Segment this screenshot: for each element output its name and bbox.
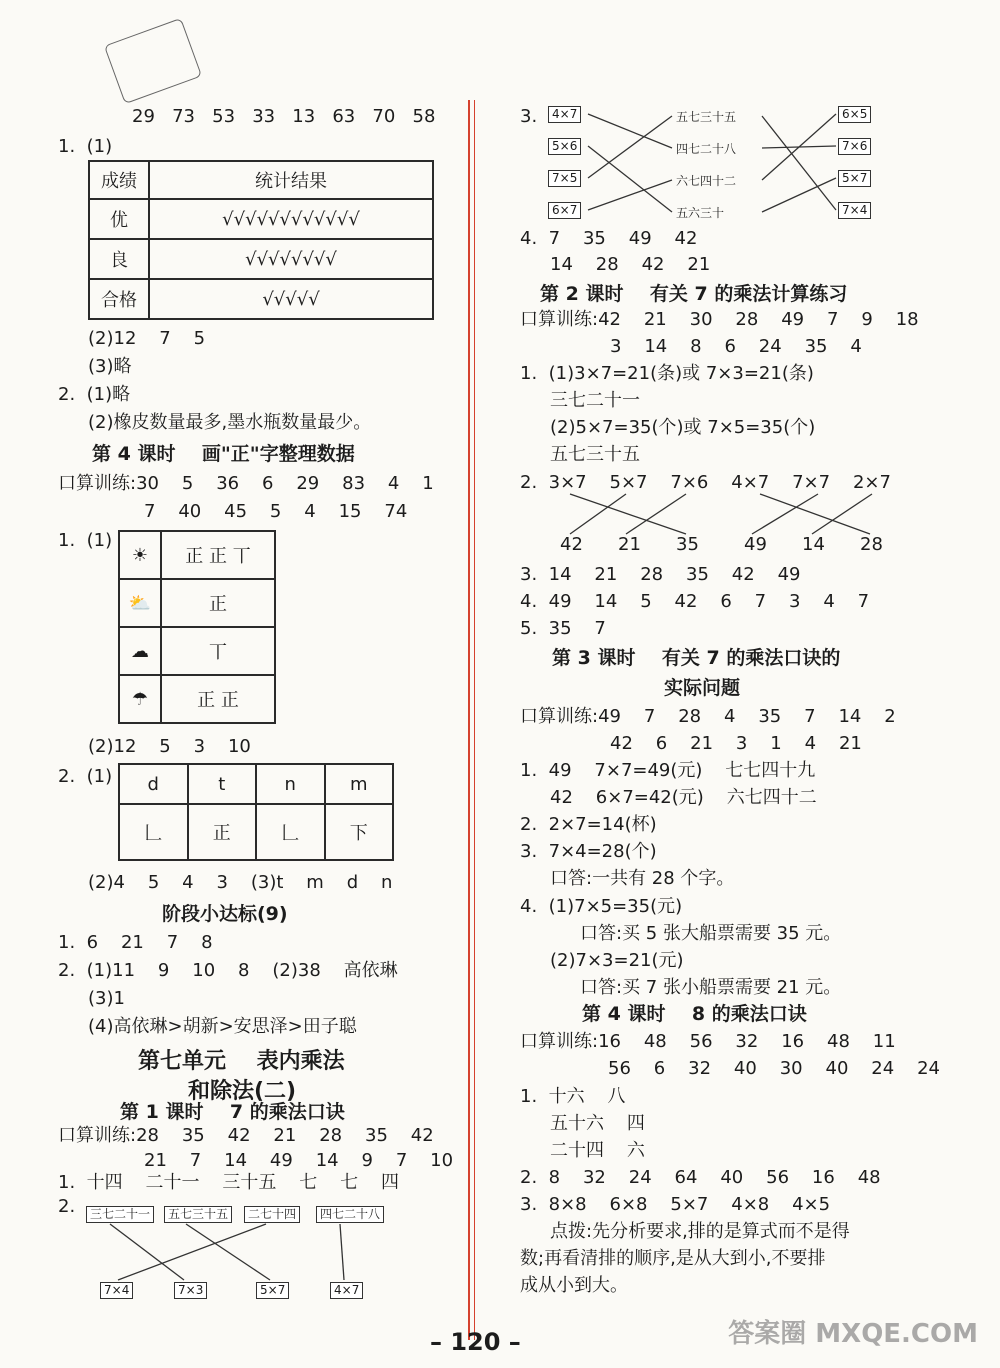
q2-label: 2. (1) — [58, 766, 113, 787]
table-cell: 𠃊 — [256, 804, 325, 860]
answer-line: 二十四 六 — [550, 1140, 645, 1161]
table-cell: m — [325, 764, 394, 804]
match-mid-label: 五六三十 — [676, 206, 725, 220]
table-cell: 下 — [325, 804, 394, 860]
answer-line: 14 28 42 21 — [550, 254, 711, 275]
partly-cloudy-icon: ⛅ — [119, 579, 161, 627]
match-line — [588, 116, 672, 178]
tip-line: 成从小到大。 — [520, 1275, 628, 1296]
match-line — [340, 1224, 344, 1280]
drill-line: 56 6 32 40 30 40 24 24 — [608, 1058, 940, 1079]
drill-line: 42 6 21 3 1 4 21 — [610, 733, 862, 754]
drill-line: 口算训练:42 21 30 28 49 7 9 18 — [520, 309, 919, 330]
q1-label: 1. (1) — [58, 136, 113, 157]
answer-line: (2)7×3=21(元) — [550, 950, 684, 971]
answer-line: 三七二十一 — [550, 390, 640, 411]
answer-line: 五十六 四 — [550, 1113, 645, 1134]
table-cell: 优 — [89, 199, 149, 239]
table-cell: 丅 — [161, 627, 275, 675]
answer-line: 3. 7×4=28(个) — [520, 841, 657, 862]
answer-line: 3. 14 21 28 35 42 49 — [520, 564, 801, 585]
tip-line: 数;再看清排的顺序,是从大到小,不要排 — [520, 1248, 826, 1269]
answer-card: 5×7 — [256, 1282, 289, 1299]
match-right-card: 7×4 — [838, 202, 871, 219]
page-number: – 120 – — [430, 1328, 521, 1356]
tip-line: 点拨:先分析要求,排的是算式而不是得 — [550, 1221, 850, 1242]
section-heading: 阶段小达标(9) — [162, 903, 288, 925]
drill-line: 口算训练:16 48 56 32 16 48 11 — [520, 1031, 896, 1052]
answer-line: (2)12 7 5 — [88, 328, 206, 349]
pigeon-card: 二七十四 — [244, 1206, 300, 1223]
answer-line: 2. (1)11 9 10 8 (2)38 高依琳 — [58, 960, 398, 981]
answer-line: 5. 35 7 — [520, 618, 606, 639]
match-line — [118, 1224, 266, 1280]
match-number: 42 — [560, 534, 583, 555]
answer-line: (3)略 — [88, 356, 132, 377]
table-cell: d — [119, 764, 188, 804]
drill-line: 3 14 8 6 24 35 4 — [610, 336, 862, 357]
answer-line: 1. (1)3×7=21(条)或 7×3=21(条) — [520, 363, 814, 384]
drill-line: 21 7 14 49 14 9 7 10 — [144, 1150, 454, 1171]
match-line — [570, 494, 626, 534]
q3-label: 3. — [520, 106, 538, 127]
match-line — [752, 494, 818, 534]
table-header: 统计结果 — [149, 161, 433, 199]
answer-line: 2. 2×7=14(杯) — [520, 814, 657, 835]
match-right-card: 7×6 — [838, 138, 871, 155]
drill-line: 7 40 45 5 4 15 74 — [144, 501, 408, 522]
table-cell: √√√√√√√√ — [149, 239, 433, 279]
drill-line: 口算训练:30 5 36 6 29 83 4 1 — [58, 473, 434, 494]
match-number: 49 — [744, 534, 767, 555]
match-line — [588, 180, 672, 210]
match-line — [762, 114, 836, 180]
answer-line: 1. 十四 二十一 三十五 七 七 四 — [58, 1172, 400, 1193]
answer-line: 3. 8×8 6×8 5×7 4×8 4×5 — [520, 1194, 831, 1215]
answer-card: 7×3 — [174, 1282, 207, 1299]
table-cell: √√√√√√√√√√√√ — [149, 199, 433, 239]
match-number: 35 — [676, 534, 699, 555]
match-left-card: 5×6 — [548, 138, 581, 155]
answer-line: 口答:买 5 张大船票需要 35 元。 — [580, 923, 842, 944]
match-line — [588, 146, 672, 212]
answer-line: (2)橡皮数量最多,墨水瓶数量最少。 — [88, 412, 372, 433]
match-line — [110, 1224, 184, 1280]
table-cell: n — [256, 764, 325, 804]
answer-card: 4×7 — [330, 1282, 363, 1299]
answer-line: (3)1 — [88, 988, 125, 1009]
lesson-heading: 第 4 课时 画"正"字整理数据 — [92, 443, 355, 465]
answer-line: 4. 49 14 5 42 6 7 3 4 7 — [520, 591, 870, 612]
answer-line: (2)12 5 3 10 — [88, 736, 251, 757]
pigeon-card: 四七二十八 — [316, 1206, 384, 1223]
table-cell: 合格 — [89, 279, 149, 319]
answer-card: 7×4 — [100, 1282, 133, 1299]
match-mid-label: 四七二十八 — [676, 142, 737, 156]
match-line — [762, 116, 836, 210]
match-line — [760, 494, 870, 534]
table-cell: 正 正 — [161, 675, 275, 723]
top-numbers: 29 73 53 33 13 63 70 58 — [132, 106, 436, 127]
cloud-icon: ☁ — [119, 627, 161, 675]
match-line — [626, 494, 686, 534]
table-header: 成绩 — [89, 161, 149, 199]
pigeon-card: 五七三十五 — [164, 1206, 232, 1223]
table-cell: √√√√√ — [149, 279, 433, 319]
answer-line: 口答:一共有 28 个字。 — [550, 868, 735, 889]
pigeon-card: 三七二十一 — [86, 1206, 154, 1223]
match-line — [812, 494, 872, 534]
match-right-card: 6×5 — [838, 106, 871, 123]
unit-title: 和除法(二) — [188, 1079, 297, 1104]
match-left-card: 4×7 — [548, 106, 581, 123]
drill-line: 口算训练:49 7 28 4 35 7 14 2 — [520, 706, 896, 727]
answer-line: 4. 7 35 49 42 — [520, 228, 698, 249]
match-number: 28 — [860, 534, 883, 555]
answer-line: 2. — [58, 1196, 76, 1217]
sun-icon: ☀ — [119, 531, 161, 579]
answer-line: 口答:买 7 张小船票需要 21 元。 — [580, 977, 842, 998]
match-line — [570, 494, 686, 534]
answer-line: 1. 十六 八 — [520, 1086, 626, 1107]
answer-line: 1. 49 7×7=49(元) 七七四十九 — [520, 760, 816, 781]
table-cell: 正 — [188, 804, 257, 860]
lesson-heading: 第 1 课时 7 的乘法口诀 — [120, 1101, 345, 1123]
match-mid-label: 六七四十二 — [676, 174, 737, 188]
match-number: 21 — [618, 534, 641, 555]
lesson-heading: 第 3 课时 有关 7 的乘法口诀的 — [552, 647, 841, 669]
lesson-heading: 第 4 课时 8 的乘法口诀 — [582, 1003, 807, 1025]
drill-line: 口算训练:28 35 42 21 28 35 42 — [58, 1125, 434, 1146]
answer-line: 2. (1)略 — [58, 384, 131, 405]
match-left-card: 7×5 — [548, 170, 581, 187]
match-right-card: 5×7 — [838, 170, 871, 187]
answer-line: 五七三十五 — [550, 444, 640, 465]
match-line — [588, 114, 672, 148]
answer-line: 42 6×7=42(元) 六七四十二 — [550, 787, 817, 808]
answer-line: 1. 6 21 7 8 — [58, 932, 213, 953]
table-cell: 正 正 丅 — [161, 531, 275, 579]
table-cell: 𠃊 — [119, 804, 188, 860]
rain-icon: ☂ — [119, 675, 161, 723]
unit-title: 第七单元 表内乘法 — [138, 1049, 345, 1074]
answer-line: (2)4 5 4 3 (3)t m d n — [88, 872, 393, 893]
lesson-heading: 实际问题 — [664, 677, 741, 699]
answer-line: 2. 3×7 5×7 7×6 4×7 7×7 2×7 — [520, 472, 891, 493]
match-mid-label: 五七三十五 — [676, 110, 737, 124]
watermark: 答案圈 MXQE.COM — [728, 1319, 978, 1349]
answer-line: (2)5×7=35(个)或 7×5=35(个) — [550, 417, 816, 438]
table-cell: 良 — [89, 239, 149, 279]
match-line — [186, 1224, 270, 1280]
table-cell: t — [188, 764, 257, 804]
answer-line: 4. (1)7×5=35(元) — [520, 896, 683, 917]
q1-label: 1. (1) — [58, 530, 113, 551]
lesson-heading: 第 2 课时 有关 7 的乘法计算练习 — [540, 283, 848, 305]
match-number: 14 — [802, 534, 825, 555]
match-left-card: 6×7 — [548, 202, 581, 219]
table-cell: 正 — [161, 579, 275, 627]
answer-line: 2. 8 32 24 64 40 56 16 48 — [520, 1167, 881, 1188]
answer-line: (4)高依琳>胡新>安思泽>田子聪 — [88, 1016, 357, 1037]
